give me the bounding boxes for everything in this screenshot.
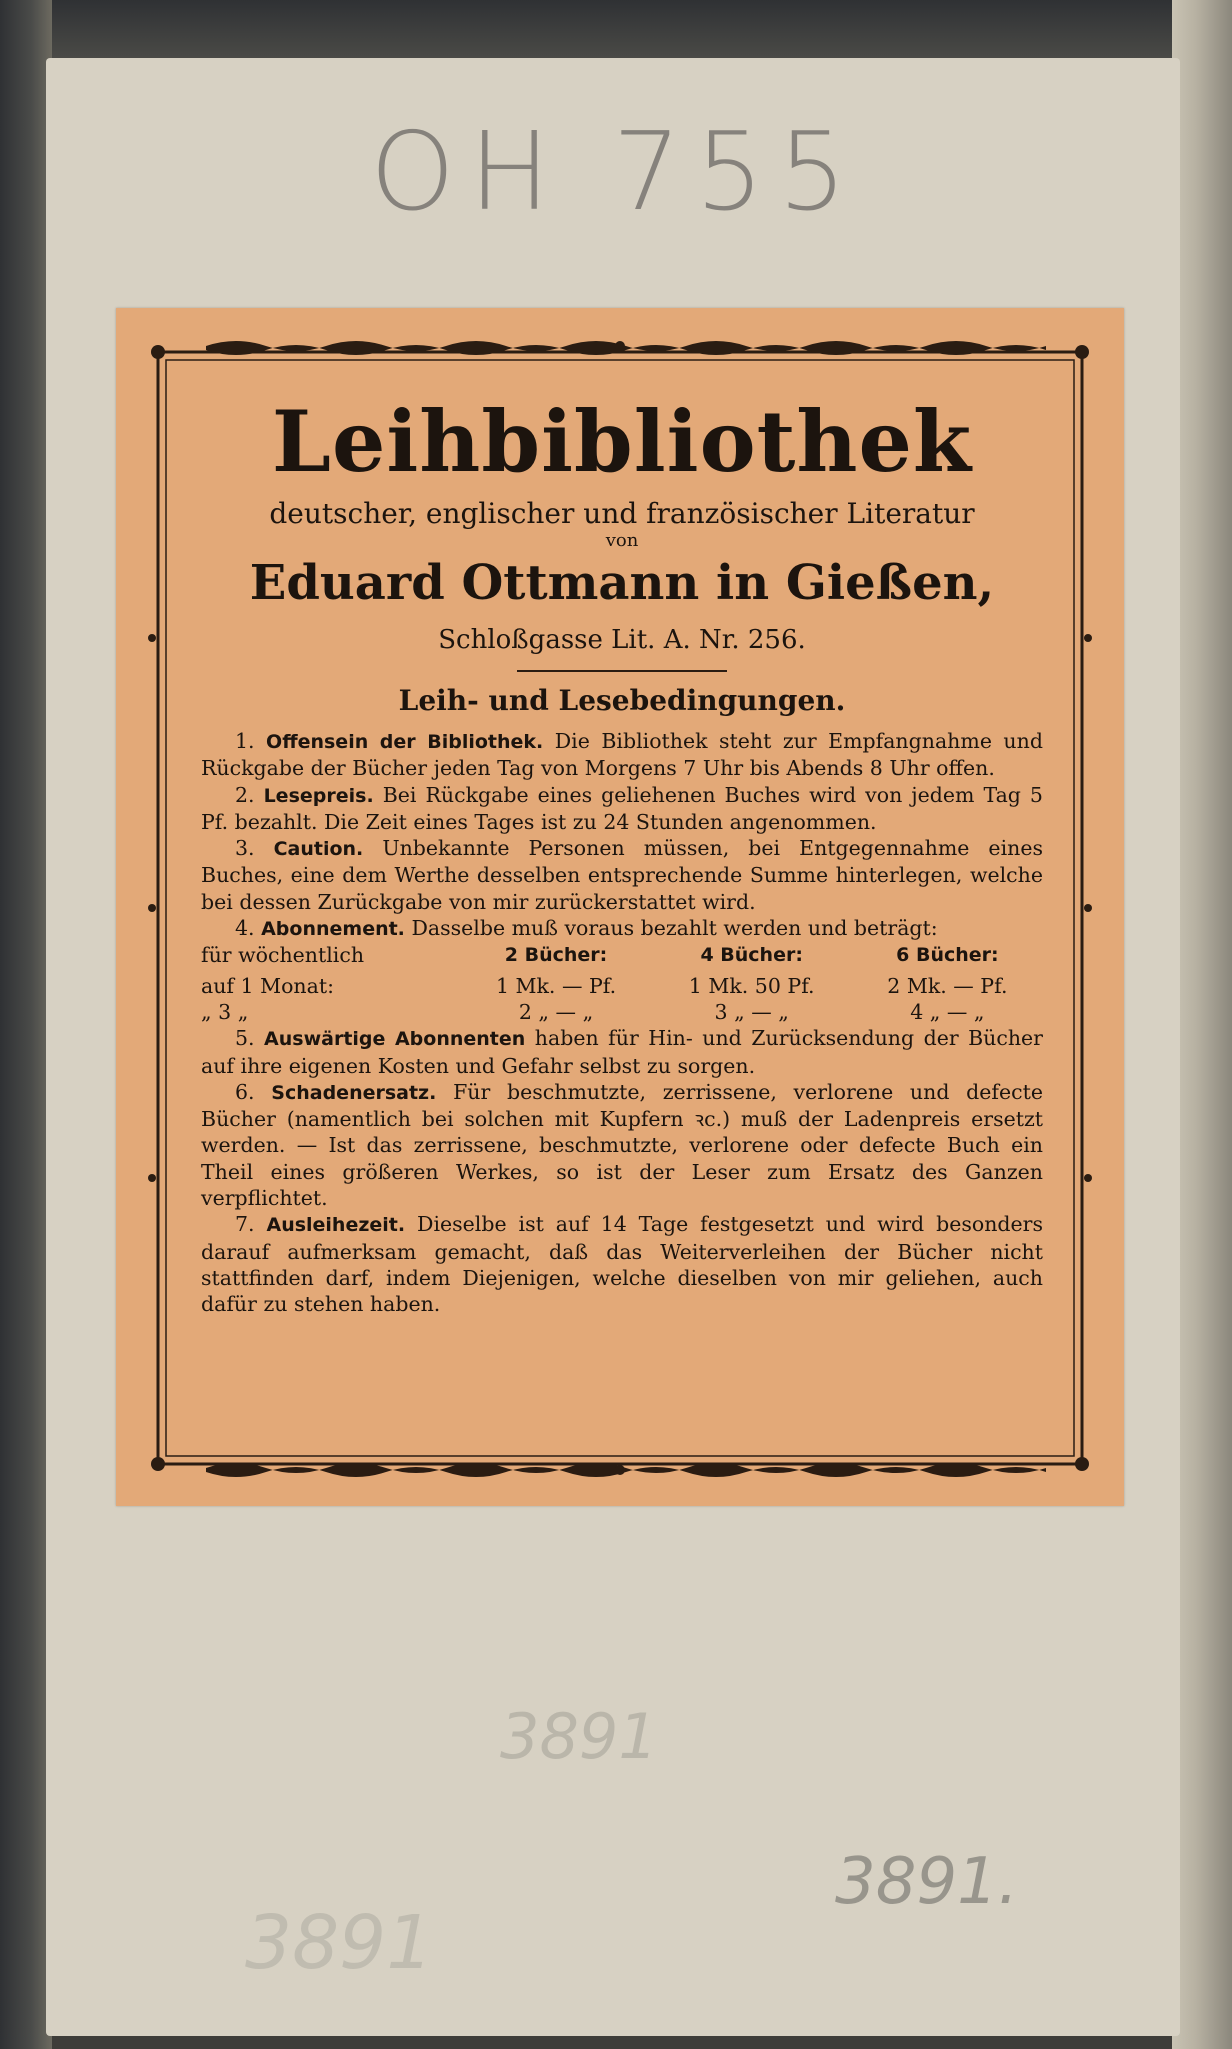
price-header-2-books: 2 Bücher:	[504, 944, 608, 967]
handwritten-number-bottom-left: 3891	[245, 1900, 434, 1986]
price-header-first: für wöchentlich	[201, 943, 365, 968]
cover-spine-edge	[0, 0, 52, 2049]
price-row-label: „ 3 „	[201, 999, 249, 1024]
price-row-label: auf 1 Monat:	[201, 973, 334, 998]
price-cell: 3 „ — „	[714, 999, 789, 1024]
label-text	[201, 394, 1043, 1318]
library-label	[116, 308, 1124, 1506]
terms-list	[201, 728, 1043, 1318]
library-subtitle: deutscher, englischer und französischer Literatur	[269, 497, 975, 530]
conditions-heading: Leih- und Lesebedingungen.	[398, 684, 846, 717]
by-word: von	[605, 530, 639, 551]
price-cell: 1 Mk. — Pf.	[495, 973, 617, 998]
price-cell: 4 „ — „	[910, 999, 985, 1024]
cover-top-edge	[0, 0, 1232, 60]
term-6: 6. Schadenersatz. Für beschmutzte, zerrissene, verlorene und defecte Bücher (namentlich bei solchen mit Kupfern ꝛc.) muß der Ladenpreis ersetzt werden. — Ist das zerrissene, beschmutzte, verlorene oder defecte Buch ein Theil eines größeren Werkes, so ist der Leser zum Ersatz des Ganzen verpflichtet.	[201, 1079, 1043, 1211]
term-1: 1. Offensein der Bibliothek. Die Bibliothek steht zur Empfangnahme und Rückgabe der Bücher jeden Tag von Morgens 7 Uhr bis Abends 8 Uhr offen.	[201, 729, 1043, 781]
price-cell: 1 Mk. 50 Pf.	[688, 973, 815, 998]
price-header-6-books: 6 Bücher:	[896, 944, 999, 967]
term-4: 4. Abonnement. Dasselbe muß voraus bezahlt werden und beträgt:	[235, 916, 938, 941]
price-cell: 2 Mk. — Pf.	[887, 973, 1008, 998]
subscription-price-table	[201, 942, 1043, 1025]
handwritten-shelfmark: OH 755	[370, 110, 861, 235]
price-cell: 2 „ — „	[518, 999, 594, 1024]
page-edge-right	[1172, 0, 1232, 2049]
term-2: 2. Lesepreis. Bei Rückgabe eines geliehenen Buches wird von jedem Tag 5 Pf. bezahlt. Die Zeit eines Tages ist zu 24 Stunden angenommen.	[201, 782, 1043, 834]
price-row	[201, 999, 1043, 1025]
handwritten-number-bottom-right: 3891.	[835, 1845, 1019, 1919]
divider	[517, 670, 727, 672]
price-row	[201, 973, 1043, 999]
term-7: 7. Ausleihezeit. Dieselbe ist auf 14 Tage festgesetzt und wird besonders darauf aufmerksam gemacht, daß das Weiterverleihen der Bücher nicht stattfinden darf, indem Diejenigen, welche dieselben von mir geliehen, auch dafür zu stehen haben.	[201, 1212, 1043, 1317]
library-title: Leihbibliothek	[271, 392, 973, 491]
owner-name: Eduard Ottmann in Gießen,	[249, 555, 995, 611]
handwritten-number-middle: 3891	[500, 1700, 658, 1773]
term-3: 3. Caution. Unbekannte Personen müssen, bei Entgegennahme eines Buches, eine dem Werthe desselben entsprechende Summe hinterlegen, welche bei dessen Zurückgabe von mir zurückerstattet wird.	[201, 836, 1043, 914]
term-5: 5. Auswärtige Abonnenten haben für Hin- und Zurücksendung der Bücher auf ihre eigenen Kosten und Gefahr selbst zu sorgen.	[201, 1026, 1043, 1078]
price-header-4-books: 4 Bücher:	[700, 944, 803, 967]
address: Schloßgasse Lit. A. Nr. 256.	[438, 625, 806, 655]
